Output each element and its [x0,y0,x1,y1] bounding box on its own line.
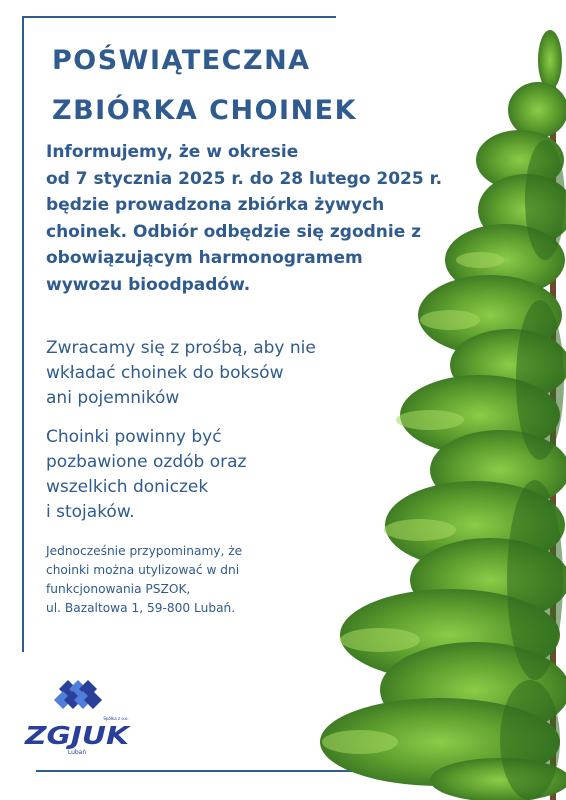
frame-top-border [22,16,336,18]
notice-line: obowiązującym harmonogramem [46,248,363,268]
title-line: ZBIÓRKA CHOINEK [52,95,358,126]
logo-town: Lubań [67,749,87,756]
reminder-line: ul. Bazaltowa 1, 59-800 Lubań. [46,601,236,615]
title-line: POŚWIĄTECZNA [52,45,311,76]
reminder-line: funkcjonowania PSZOK, [46,582,191,596]
logo-name: ZGJUK [23,721,131,750]
instructions-paragraph [46,425,246,525]
frame-left-border [22,16,24,652]
notice-line: będzie prowadzona zbiórka żywych [46,195,385,215]
instructions-line: pozbawione ozdób oraz [46,452,247,472]
notice-line: Informujemy, że w okresie [46,142,299,162]
request-line: ani pojemników [46,388,180,408]
request-line: wkładać choinek do boksów [46,363,284,383]
reminder-paragraph [46,542,242,618]
notice-line: od 7 stycznia 2025 r. do 28 lutego 2025 r. [46,168,443,189]
request-paragraph [46,336,316,411]
reminder-line: Jednocześnie przypominamy, że [46,544,243,558]
spruce-tree-icon [300,20,566,800]
instructions-line: i stojaków. [46,502,135,522]
logo-emblem [54,680,102,709]
reminder-line: choinki można utylizować w dni [46,563,240,577]
logo-subtitle: Spółka z o.o. [103,716,129,721]
request-line: Zwracamy się z prośbą, aby nie [46,338,316,358]
notice-line: choinek. Odbiór odbędzie się zgodnie z [46,221,422,242]
zgkiuk-logo-icon [20,676,135,758]
instructions-line: wszelkich doniczek [46,477,209,497]
notice-line: wywozu bioodpadów. [46,274,251,295]
instructions-line: Choinki powinny być [46,427,222,447]
